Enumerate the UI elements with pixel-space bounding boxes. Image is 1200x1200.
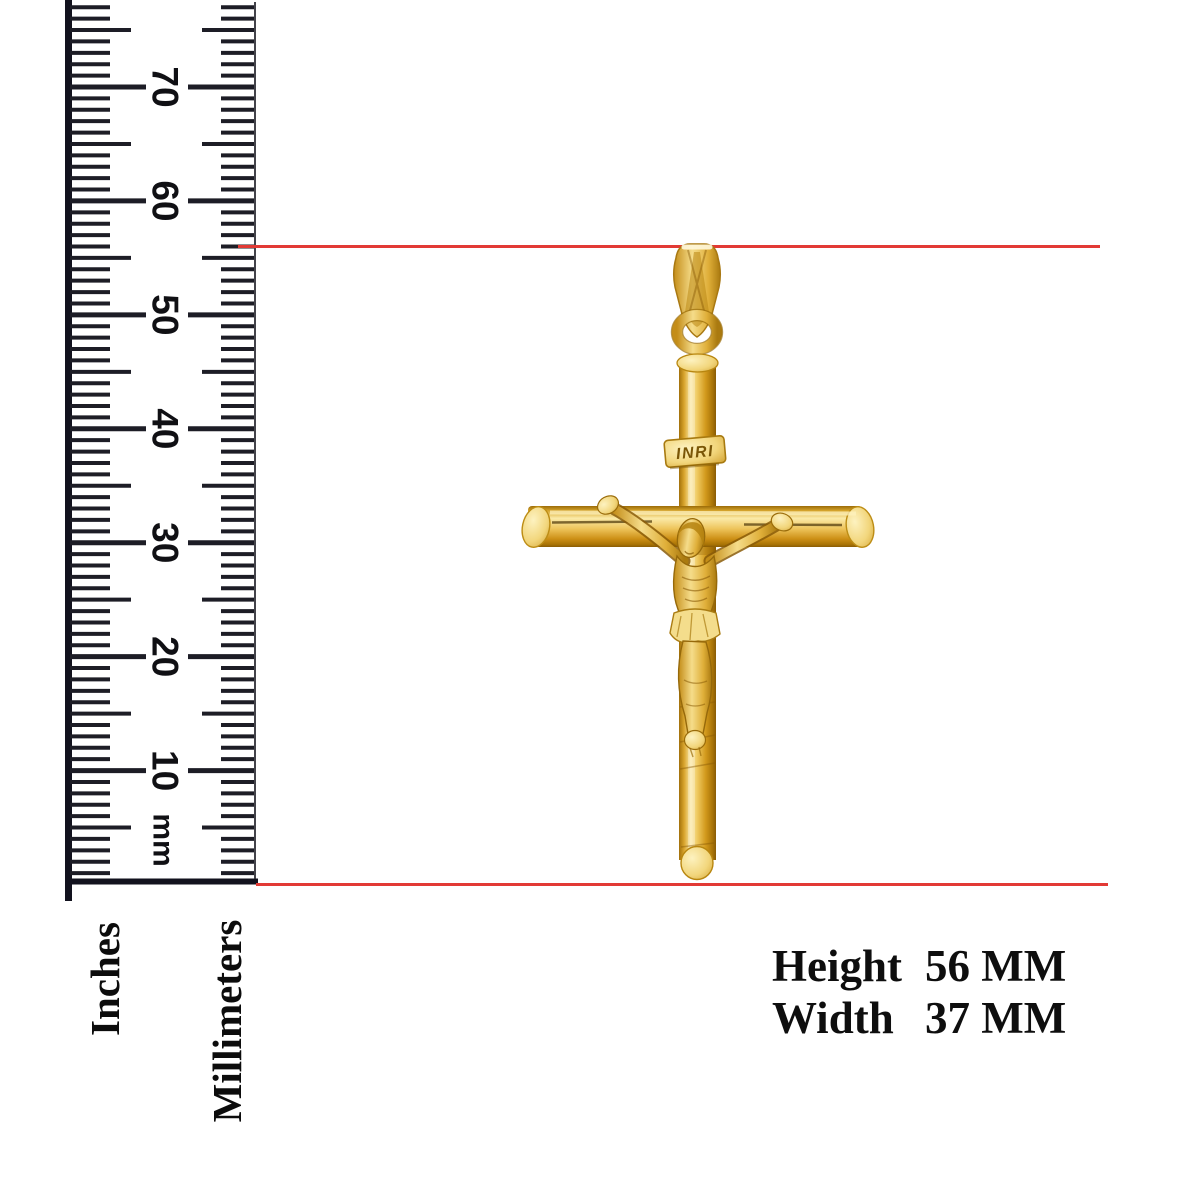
- ruler-unit-label: mm: [146, 813, 180, 867]
- measurement-lines: [238, 246, 1108, 884]
- ruler-number-label: 50: [144, 294, 186, 336]
- ruler-number-label: 70: [144, 66, 186, 108]
- ruler-caption-millimeters: Millimeters: [204, 919, 250, 1123]
- ruler-caption-inches: Inches: [82, 922, 128, 1036]
- height-value: 56 MM: [925, 941, 1067, 991]
- inri-plaque: [664, 435, 726, 467]
- height-row: [772, 940, 1066, 992]
- ruler-number-label: 20: [144, 636, 186, 678]
- width-label: Width: [772, 993, 894, 1043]
- corpus-feet: [685, 731, 706, 750]
- width-row: [772, 992, 1066, 1044]
- height-label: Height: [772, 941, 902, 991]
- ruler-number-label: 10: [144, 749, 186, 792]
- ruler: [65, 0, 258, 901]
- crossbar-highlight: [550, 513, 856, 514]
- ruler-number-label: 40: [144, 408, 186, 450]
- ruler-number-label: 30: [144, 522, 186, 564]
- cross-top-cap: [677, 354, 718, 372]
- corpus-loincloth: [670, 609, 720, 643]
- inri-text: INRI: [675, 442, 715, 464]
- width-value: 37 MM: [925, 993, 1067, 1043]
- dimensions-text: [772, 940, 1066, 1044]
- cross-bottom-cap: [681, 847, 713, 880]
- ruler-number-label: 60: [144, 180, 186, 222]
- gold-crucifix-pendant: [519, 244, 878, 880]
